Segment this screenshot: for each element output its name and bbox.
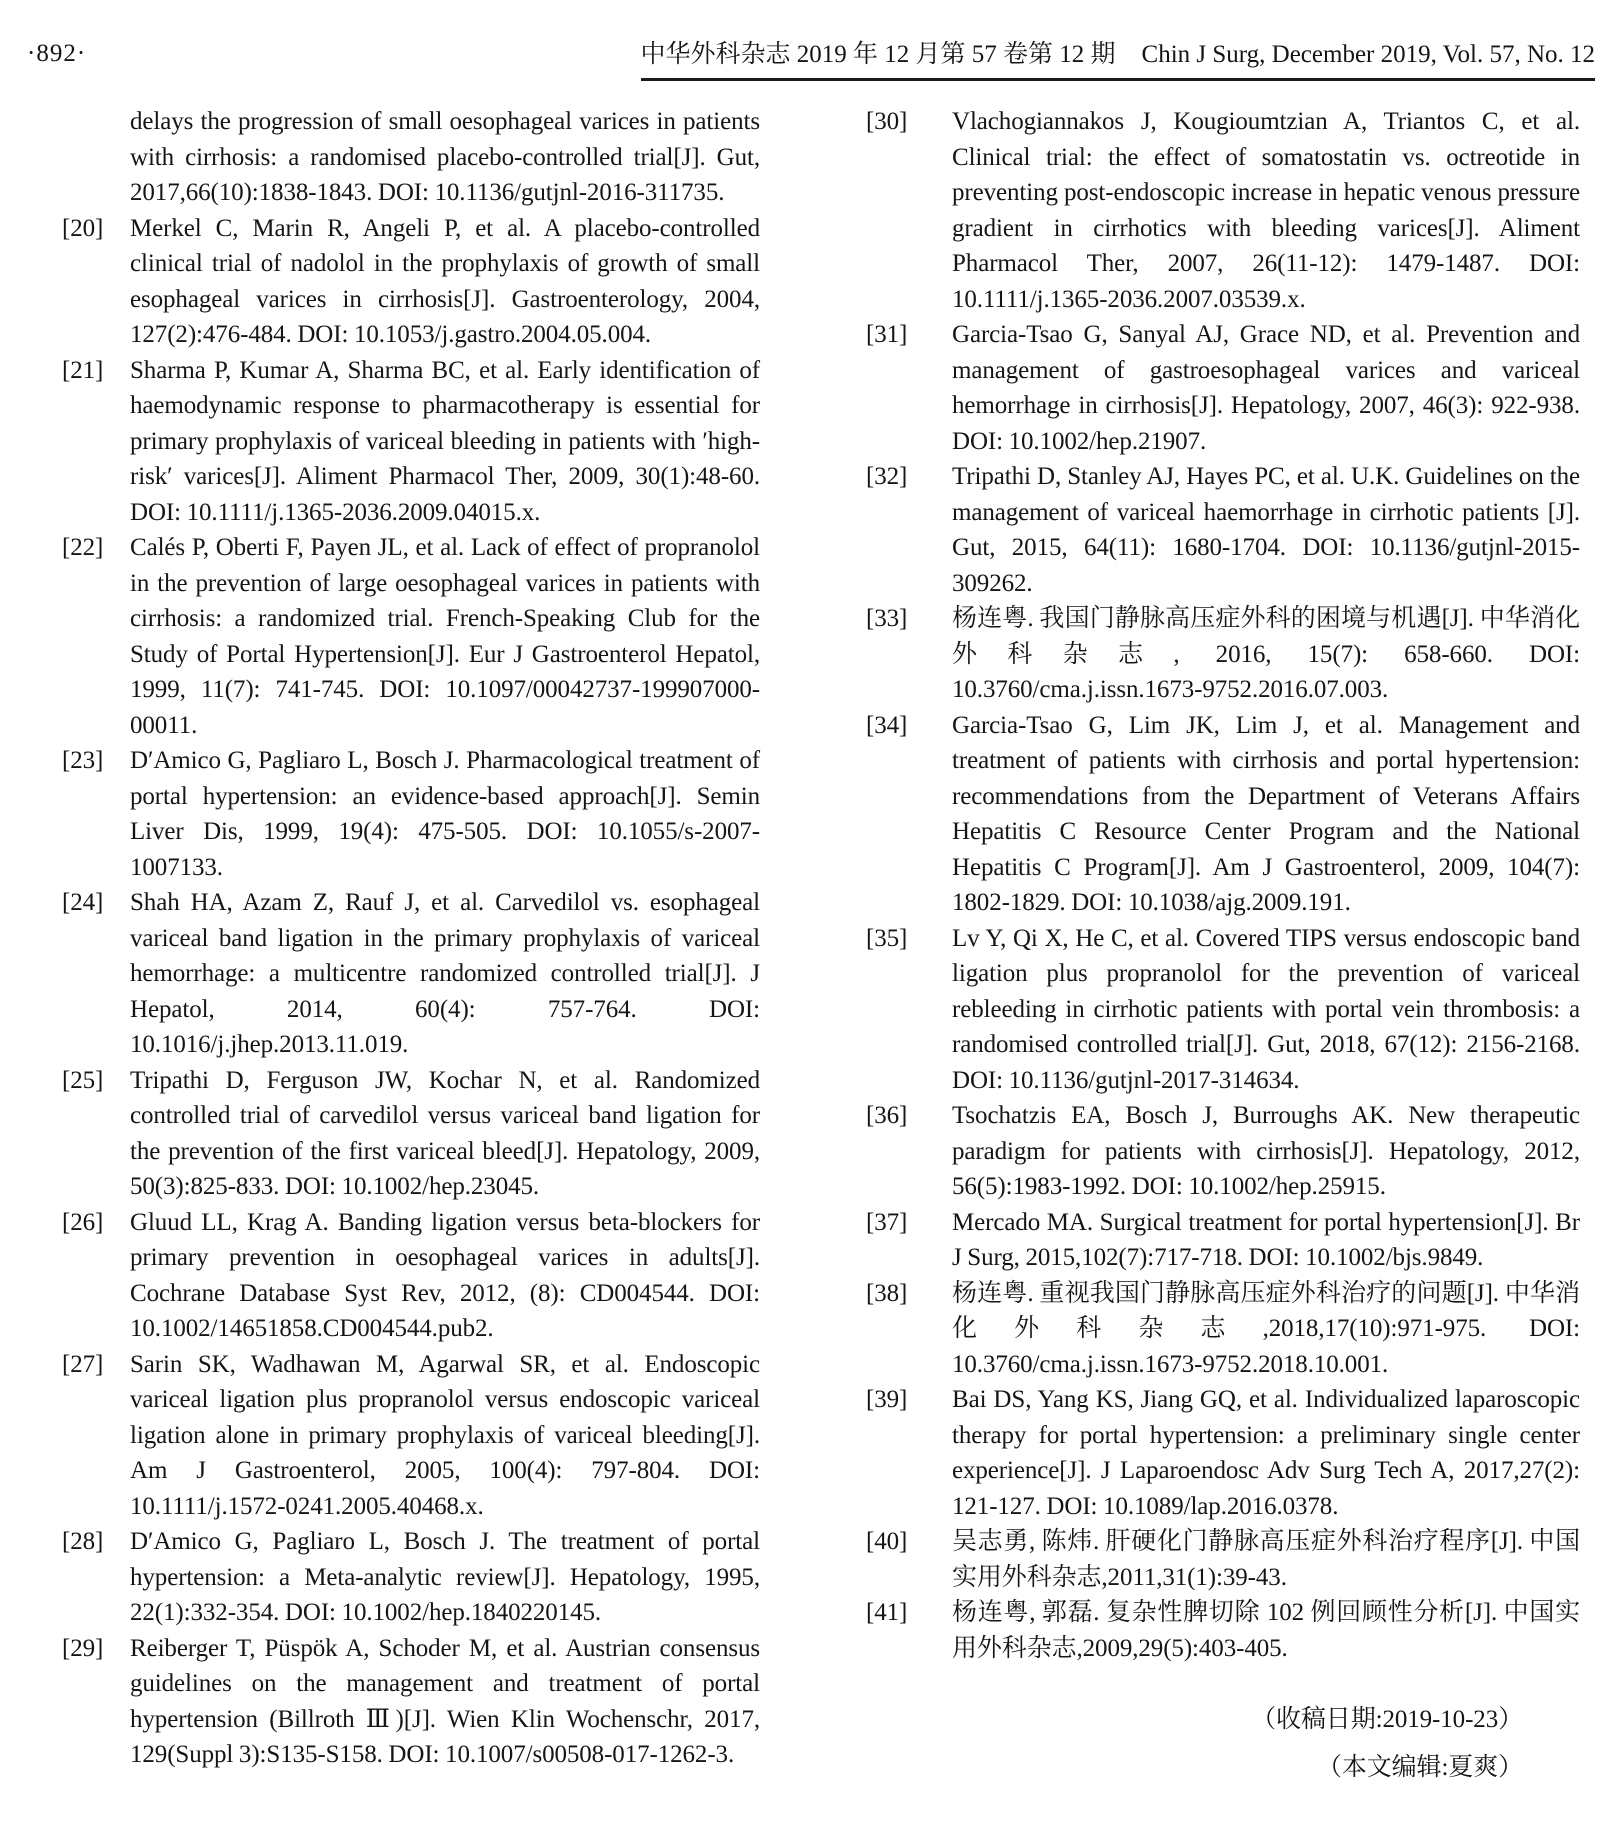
reference-number: [31]	[866, 321, 908, 348]
reference-item	[866, 104, 1580, 317]
reference-item	[62, 1524, 760, 1631]
reference-number: [35]	[866, 924, 908, 952]
reference-text: Bai DS, Yang KS, Jiang GQ, et al. Individualized laparoscopic therapy for portal hypertension: a preliminary single center experience[J]. J Laparoendosc Adv Surg Tech A, 2017,27(2): 121-127. DOI: 10.1089/lap.2016.0378.	[952, 1386, 1580, 1520]
reference-item	[866, 1382, 1580, 1524]
reference-item	[866, 1524, 1580, 1595]
reference-item	[866, 459, 1580, 601]
reference-text: Mercado MA. Surgical treatment for portal hypertension[J]. Br J Surg, 2015,102(7):717-718. DOI: 10.1002/bjs.9849.	[952, 1208, 1580, 1271]
reference-text: D′Amico G, Pagliaro L, Bosch J. Pharmacological treatment of portal hypertension: an evidence-based approach[J]. Semin Liver Dis, 1999, 19(4): 475-505. DOI: 10.1055/s-2007-1007133.	[130, 747, 760, 881]
reference-item	[866, 317, 1580, 459]
reference-item	[62, 885, 760, 1063]
reference-item	[866, 601, 1580, 708]
reference-text: Garcia-Tsao G, Sanyal AJ, Grace ND, et al. Prevention and management of gastroesophageal varices and variceal hemorrhage in cirrhosis[J]. Hepatology, 2007, 46(3): 922-938. DOI: 10.1002/hep.21907.	[952, 321, 1580, 455]
reference-text: Sarin SK, Wadhawan M, Agarwal SR, et al. Endoscopic variceal ligation plus propranolol versus endoscopic variceal ligation alone in primary prophylaxis of variceal bleeding[J]. Am J Gastroenterol, 2005, 100(4): 797-804. DOI: 10.1111/j.1572-0241.2005.40468.x.	[130, 1350, 760, 1520]
manuscript-footer	[866, 1696, 1580, 1792]
received-date-line: （收稿日期:2019-10-23）	[1251, 1706, 1523, 1733]
reference-number: [32]	[866, 463, 908, 490]
reference-text: Tripathi D, Stanley AJ, Hayes PC, et al. U.K. Guidelines on the management of variceal haemorrhage in cirrhotic patients [J]. Gut, 2015, 64(11): 1680-1704. DOI: 10.1136/gutjnl-2015-309262.	[952, 463, 1580, 597]
reference-text: Calés P, Oberti F, Payen JL, et al. Lack of effect of propranolol in the prevention of large oesophageal varices in patients with cirrhosis: a randomized trial. French-Speaking Club for the Study of Portal Hypertension[J]. Eur J Gastroenterol Hepatol, 1999, 11(7): 741-745. DOI: 10.1097/00042737-199907000-00011.	[130, 534, 760, 739]
reference-number: [25]	[62, 1066, 104, 1094]
reference-item	[62, 530, 760, 743]
reference-number: [30]	[866, 108, 908, 135]
reference-text: Garcia-Tsao G, Lim JK, Lim J, et al. Management and treatment of patients with cirrhosis and portal hypertension: recommendations from the Department of Veterans Affairs Hepatitis C Resource Center Program and the National Hepatitis C Program[J]. Am J Gastroenterol, 2009, 104(7): 1802-1829. DOI: 10.1038/ajg.2009.191.	[952, 711, 1580, 916]
reference-item	[866, 921, 1580, 1099]
reference-text: Tsochatzis EA, Bosch J, Burroughs AK. New therapeutic paradigm for patients with cirrhosis[J]. Hepatology, 2012, 56(5):1983-1992. DOI: 10.1002/hep.25915.	[952, 1102, 1580, 1200]
reference-text: Vlachogiannakos J, Kougioumtzian A, Triantos C, et al. Clinical trial: the effect of somatostatin vs. octreotide in preventing post-endoscopic increase in hepatic venous pressure gradient in cirrhotics with bleeding varices[J]. Aliment Pharmacol Ther, 2007, 26(11-12): 1479-1487. DOI: 10.1111/j.1365-2036.2007.03539.x.	[952, 108, 1580, 313]
reference-text: D′Amico G, Pagliaro L, Bosch J. The treatment of portal hypertension: a Meta-analytic review[J]. Hepatology, 1995, 22(1):332-354. DOI: 10.1002/hep.1840220145.	[130, 1528, 760, 1626]
page-header	[0, 34, 1595, 74]
reference-item	[62, 743, 760, 885]
reference-number: [26]	[62, 1208, 104, 1236]
reference-text: 杨连粤. 重视我国门静脉高压症外科治疗的问题[J]. 中华消化外科杂志,2018,17(10):971-975. DOI: 10.3760/cma.j.issn.1673-9752.2018.10.001.	[952, 1279, 1580, 1378]
reference-text: 杨连粤, 郭磊. 复杂性脾切除 102 例回顾性分析[J]. 中国实用外科杂志,2009,29(5):403-405.	[952, 1599, 1580, 1662]
reference-number: [24]	[62, 889, 104, 916]
reference-item	[866, 1098, 1580, 1205]
reference-item	[866, 1595, 1580, 1666]
reference-item	[866, 708, 1580, 921]
reference-item	[62, 1347, 760, 1525]
reference-text: 吴志勇, 陈炜. 肝硬化门静脉高压症外科治疗程序[J]. 中国实用外科杂志,2011,31(1):39-43.	[952, 1528, 1580, 1591]
reference-number: [37]	[866, 1208, 908, 1236]
reference-number: [33]	[866, 605, 908, 632]
journal-title-en: Chin J Surg, December 2019, Vol. 57, No. 12	[1141, 41, 1595, 68]
reference-item	[62, 1063, 760, 1205]
reference-item	[866, 1205, 1580, 1276]
reference-number: [21]	[62, 356, 104, 384]
page-number: ·892·	[27, 40, 87, 67]
reference-number: [23]	[62, 747, 104, 774]
reference-item	[62, 353, 760, 531]
reference-item	[62, 211, 760, 353]
reference-number: [20]	[62, 214, 104, 242]
reference-number: [41]	[866, 1599, 908, 1626]
reference-text: delays the progression of small oesophageal varices in patients with cirrhosis: a randomised placebo-controlled trial[J]. Gut, 2017,66(10):1838-1843. DOI: 10.1136/gutjnl-2016-311735.	[130, 108, 760, 206]
reference-item	[62, 104, 760, 211]
reference-number: [28]	[62, 1528, 104, 1555]
reference-text: Shah HA, Azam Z, Rauf J, et al. Carvedilol vs. esophageal variceal band ligation in the primary prophylaxis of variceal hemorrhage: a multicentre randomized controlled trial[J]. J Hepatol, 2014, 60(4): 757-764. DOI: 10.1016/j.jhep.2013.11.019.	[130, 889, 760, 1058]
reference-text: Lv Y, Qi X, He C, et al. Covered TIPS versus endoscopic band ligation plus propranolol for the prevention of variceal rebleeding in cirrhotic patients with portal vein thrombosis: a randomised controlled trial[J]. Gut, 2018, 67(12): 2156-2168. DOI: 10.1136/gutjnl-2017-314634.	[952, 924, 1580, 1094]
reference-text: Sharma P, Kumar A, Sharma BC, et al. Early identification of haemodynamic response to pharmacotherapy is essential for primary prophylaxis of variceal bleeding in patients with ′high-risk′ varices[J]. Aliment Pharmacol Ther, 2009, 30(1):48-60. DOI: 10.1111/j.1365-2036.2009.04015.x.	[130, 356, 760, 526]
journal-header	[641, 34, 1595, 81]
reference-item	[62, 1631, 760, 1773]
references-column-left	[62, 104, 760, 1773]
references-column-right	[866, 104, 1580, 1792]
reference-text: Merkel C, Marin R, Angeli P, et al. A placebo-controlled clinical trial of nadolol in the prophylaxis of growth of small esophageal varices in cirrhosis[J]. Gastroenterology, 2004, 127(2):476-484. DOI: 10.1053/j.gastro.2004.05.004.	[130, 214, 760, 348]
reference-number: [22]	[62, 534, 104, 561]
reference-text: 杨连粤. 我国门静脉高压症外科的困境与机遇[J]. 中华消化外科杂志, 2016, 15(7): 658-660. DOI: 10.3760/cma.j.issn.1673-9752.2016.07.003.	[952, 605, 1580, 703]
journal-title-cn: 中华外科杂志 2019 年 12 月第 57 卷第 12 期	[640, 41, 1116, 68]
reference-number: [40]	[866, 1528, 908, 1555]
reference-item	[866, 1276, 1580, 1383]
reference-number: [34]	[866, 711, 908, 739]
reference-number: [36]	[866, 1102, 908, 1129]
reference-text: Gluud LL, Krag A. Banding ligation versus beta-blockers for primary prevention in oesophageal varices in adults[J]. Cochrane Database Syst Rev, 2012, (8): CD004544. DOI: 10.1002/14651858.CD004544.pub2.	[130, 1208, 760, 1342]
reference-item	[62, 1205, 760, 1347]
reference-number: [27]	[62, 1350, 104, 1378]
reference-number: [38]	[866, 1279, 908, 1307]
reference-number: [29]	[62, 1634, 104, 1662]
reference-text: Tripathi D, Ferguson JW, Kochar N, et al. Randomized controlled trial of carvedilol versus variceal band ligation for the prevention of the first variceal bleed[J]. Hepatology, 2009, 50(3):825-833. DOI: 10.1002/hep.23045.	[130, 1066, 760, 1200]
reference-number: [39]	[866, 1386, 908, 1413]
reference-text: Reiberger T, Püspök A, Schoder M, et al. Austrian consensus guidelines on the management and treatment of portal hypertension (Billroth Ⅲ)[J]. Wien Klin Wochenschr, 2017, 129(Suppl 3):S135-S158. DOI: 10.1007/s00508-017-1262-3.	[130, 1634, 760, 1768]
editor-line: （本文编辑:夏爽）	[1316, 1754, 1523, 1781]
